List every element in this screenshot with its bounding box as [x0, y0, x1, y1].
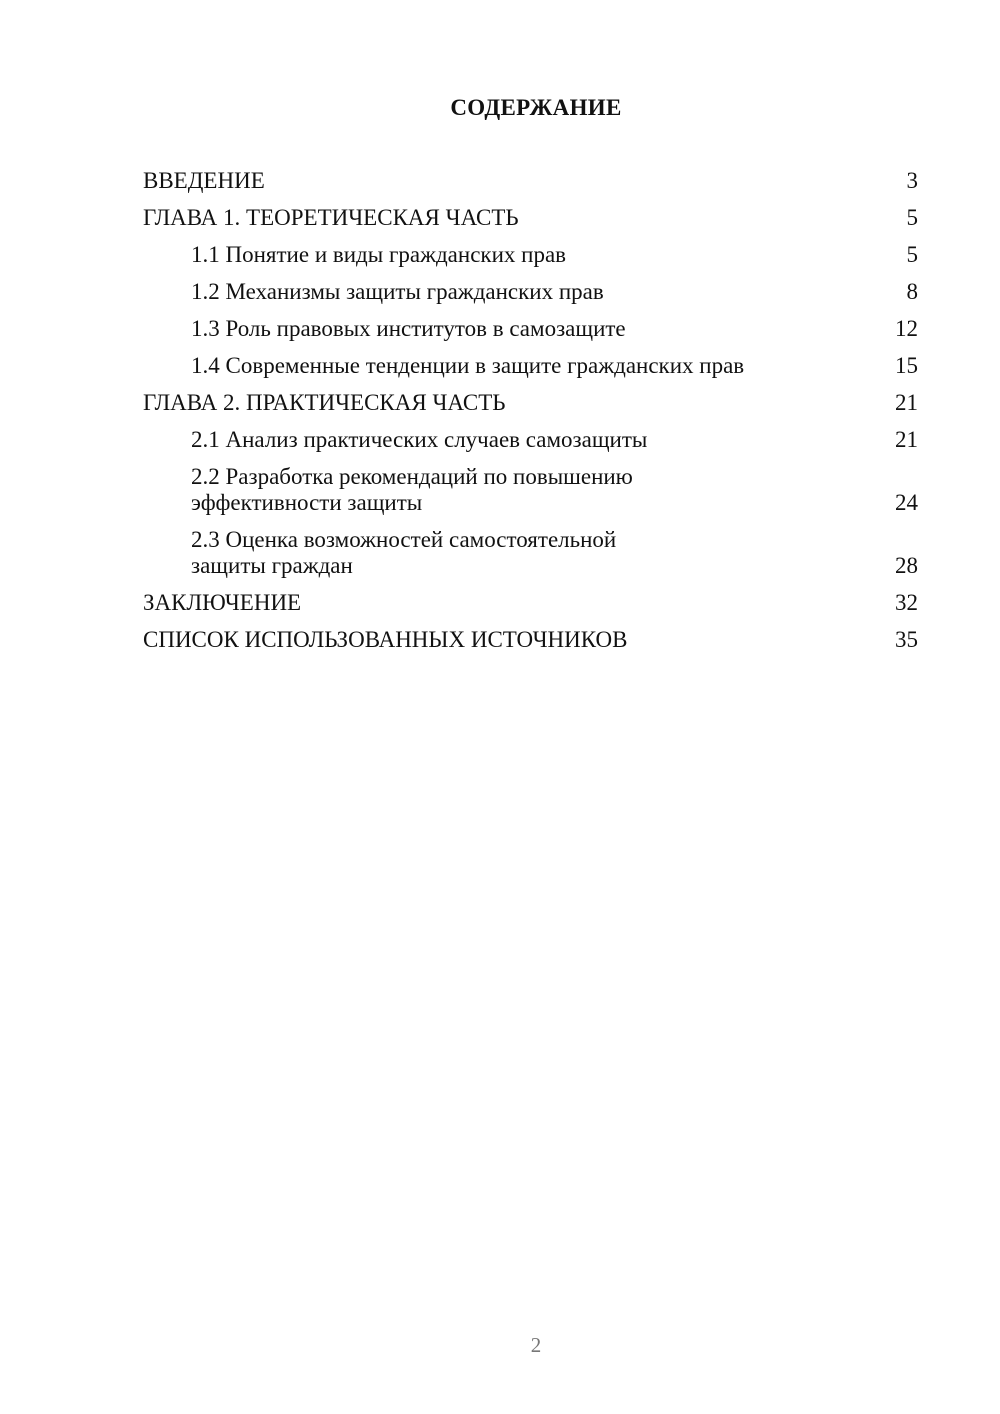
toc-entry-section-1-4 — [143, 353, 918, 379]
toc-entry-page: 21 — [895, 390, 918, 415]
toc-entry-introduction — [143, 168, 918, 194]
toc-entry-section-2-3 — [143, 527, 918, 579]
toc-entry-text: 2.3 Оценка возможностей самостоятельной защиты граждан — [191, 527, 617, 578]
toc-entry-text: 1.4 Современные тенденции в защите гражданских прав — [191, 353, 745, 378]
toc-entry-text: 2.1 Анализ практических случаев самозащиты — [191, 427, 648, 452]
toc-entry-chapter-1 — [143, 205, 918, 231]
toc-entry-section-2-1 — [143, 427, 918, 453]
toc-entry-text: СПИСОК ИСПОЛЬЗОВАННЫХ ИСТОЧНИКОВ — [143, 627, 628, 652]
toc-entry-text: ЗАКЛЮЧЕНИЕ — [143, 590, 302, 615]
toc-entry-text: 1.3 Роль правовых институтов в самозащите — [191, 316, 626, 341]
toc-entry-page: 28 — [895, 553, 918, 578]
toc-entry-page: 5 — [906, 242, 918, 267]
toc-entry-chapter-2 — [143, 390, 918, 416]
toc-entry-page: 15 — [895, 353, 918, 378]
toc-entry-page: 32 — [895, 590, 918, 615]
toc-entry-section-1-1 — [143, 242, 918, 268]
toc-entry-text: ГЛАВА 2. ПРАКТИЧЕСКАЯ ЧАСТЬ — [143, 390, 506, 415]
toc-entry-page: 3 — [906, 168, 918, 193]
toc-title: СОДЕРЖАНИЕ — [450, 95, 622, 120]
toc-entry-section-1-3 — [143, 316, 918, 342]
toc-entry-section-1-2 — [143, 279, 918, 305]
toc-entry-text: ВВЕДЕНИЕ — [143, 168, 265, 193]
toc-entry-page: 24 — [895, 490, 918, 515]
toc-entry-page: 35 — [895, 627, 918, 652]
toc-entry-page: 5 — [906, 205, 918, 230]
toc-entry-conclusion — [143, 590, 918, 616]
toc-entry-text: ГЛАВА 1. ТЕОРЕТИЧЕСКАЯ ЧАСТЬ — [143, 205, 519, 230]
toc-entry-references — [143, 627, 918, 653]
table-of-contents — [143, 168, 918, 664]
page-number: 2 — [530, 1333, 542, 1357]
toc-entry-page: 8 — [906, 279, 918, 304]
toc-entry-section-2-2 — [143, 464, 918, 516]
toc-entry-page: 21 — [895, 427, 918, 452]
toc-entry-page: 12 — [895, 316, 918, 341]
toc-entry-text: 1.1 Понятие и виды гражданских прав — [191, 242, 567, 267]
toc-entry-text: 1.2 Механизмы защиты гражданских прав — [191, 279, 604, 304]
toc-entry-text: 2.2 Разработка рекомендаций по повышению эффективности защиты — [191, 464, 633, 515]
